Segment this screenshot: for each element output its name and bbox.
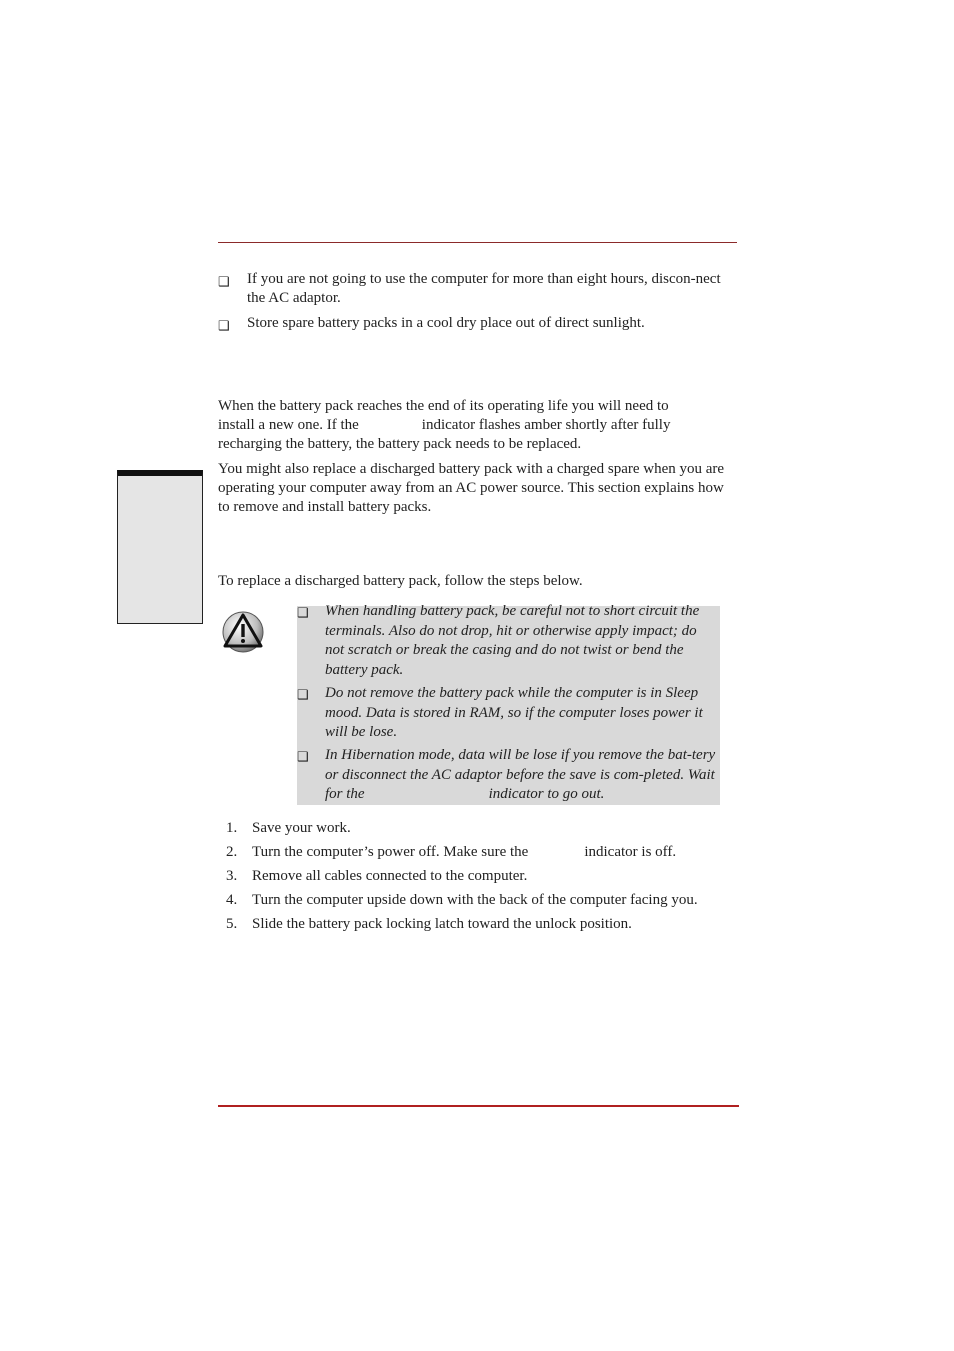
- step-text: Save your work.: [252, 820, 351, 836]
- step-text: Remove all cables connected to the computer.: [252, 868, 528, 884]
- step-text: Slide the battery pack locking latch toward the unlock position.: [252, 916, 632, 932]
- warning-text: Do not remove the battery pack while the computer is in Sleep mood. Data is stored in RAM, so if the computer loses power it will be lose.: [325, 685, 703, 740]
- warning-item: [297, 746, 720, 806]
- warning-item: [297, 684, 720, 744]
- step-number: 4.: [226, 892, 238, 908]
- step-text: Turn the computer upside down with the back of the computer facing you.: [252, 892, 698, 908]
- bullet-text: Store spare battery packs in a cool dry place out of direct sunlight.: [247, 315, 645, 331]
- warning-item: [297, 602, 720, 682]
- checkbox-bullet-icon: ❑: [297, 749, 309, 764]
- warning-text: In Hibernation mode, data will be lose if you remove the bat-tery or disconnect the AC adaptor before the save is com-pleted. Wait for the indicator to go out.: [325, 747, 716, 802]
- steps-intro: To replace a discharged battery pack, follow the steps below.: [218, 573, 583, 589]
- header-rule: [218, 242, 737, 243]
- bullet-text: If you are not going to use the computer for more than eight hours, discon-nect the AC adaptor.: [247, 271, 721, 306]
- step-text: Turn the computer’s power off. Make sure the indicator is off.: [252, 844, 677, 860]
- warning-text: When handling battery pack, be careful not to short circuit the terminals. Also do not drop, hit or otherwise apply impact; do not scratch or break the casing and do not twist or bend the battery pack.: [325, 603, 700, 678]
- checkbox-bullet-icon: ❑: [218, 274, 230, 289]
- step-number: 3.: [226, 868, 238, 884]
- paragraph-line: recharging the battery, the battery pack needs to be replaced.: [218, 436, 582, 452]
- paragraph-line: When the battery pack reaches the end of its operating life you will need to: [218, 398, 669, 414]
- step-number: 2.: [226, 844, 238, 860]
- caution-triangle-icon: [221, 610, 265, 654]
- step-number: 1.: [226, 820, 238, 836]
- step-number: 5.: [226, 916, 238, 932]
- footer-rule: [218, 1105, 739, 1107]
- checkbox-bullet-icon: ❑: [218, 318, 230, 333]
- paragraph-replace-battery: [218, 397, 738, 454]
- paragraph-spare-battery: You might also replace a discharged battery pack with a charged spare when you are operating your computer away from an AC power source. This section explains how to remove and install battery packs.: [218, 461, 725, 515]
- chapter-side-tab: [117, 470, 203, 624]
- checkbox-bullet-icon: ❑: [297, 687, 309, 702]
- paragraph-line: install a new one. If the indicator flashes amber shortly after fully: [218, 417, 671, 433]
- checkbox-bullet-icon: ❑: [297, 605, 309, 620]
